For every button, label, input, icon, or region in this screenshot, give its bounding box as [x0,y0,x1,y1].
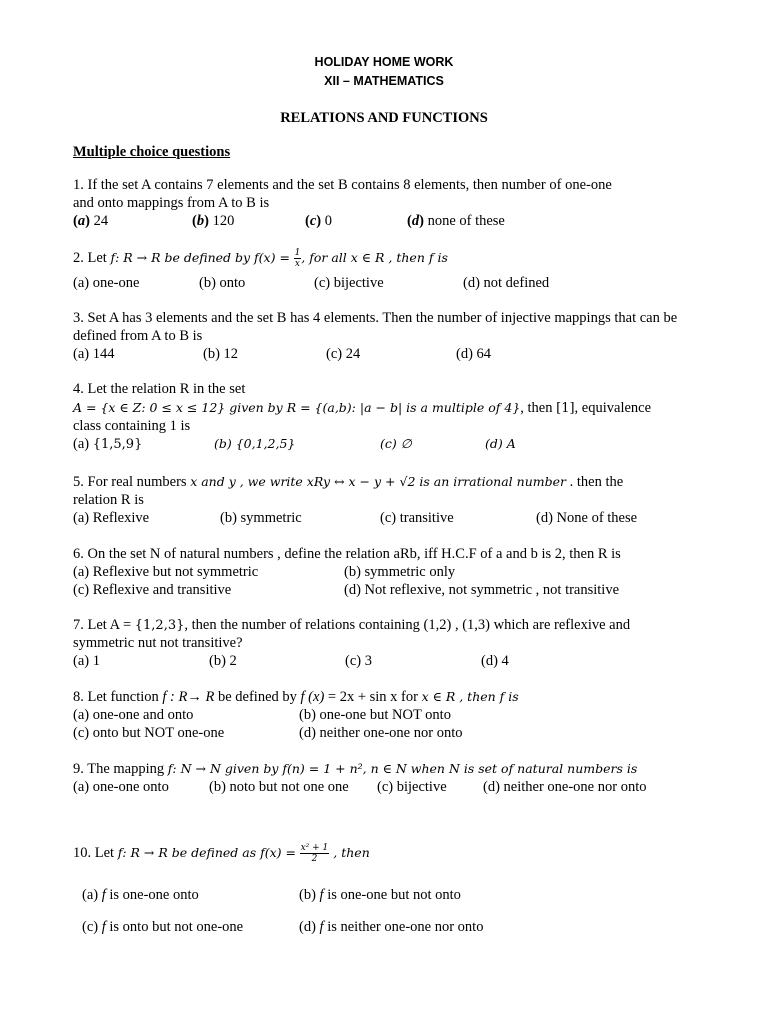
question-5-text: 5. For real numbers x and y , we write xRy ↔ x − y + √2 is an irrational number . then the [73,474,624,490]
question-4-option-a: (a) {1,5,9} [73,436,143,452]
question-3-option-b: (b) 12 [203,346,239,362]
question-3-text: 3. Set A has 3 elements and the set B has 4 elements. Then the number of injective mappings that can be [73,310,678,326]
worksheet-subject: XII – MATHEMATICS [324,74,444,88]
question-9-option-a: (a) one-one onto [73,779,169,795]
question-4-text-cont: A = {x ∈ Z: 0 ≤ x ≤ 12} given by R = {(a,b): |a − b| is a multiple of 4}, then [1], equivalence [73,400,652,416]
worksheet-title: HOLIDAY HOME WORK [314,55,454,69]
question-4-option-d: (d) A [485,436,516,451]
question-3-option-c: (c) 24 [326,346,361,362]
question-5-option-a: (a) Reflexive [73,510,150,526]
question-5-text-cont: relation R is [73,492,144,508]
question-8-option-c: (c) onto but NOT one-one [73,725,225,741]
question-10-option-b: (b) f is one-one but not onto [299,887,461,903]
question-7-text-cont: symmetric nut not transitive? [73,635,243,651]
fraction: $\frac{1}{x}$ [294,248,301,269]
fraction: $\frac{\text{x² + 1}}{2}$ [300,843,329,864]
question-2-option-a: (a) one-one [73,275,140,291]
question-1-text-cont: and onto mappings from A to B is [73,195,270,211]
question-3-option-a: (a) 144 [73,346,115,362]
question-10-option-c: (c) f is onto but not one-one [82,919,244,935]
question-7-text: 7. Let A = {1,2,3}, then the number of relations containing (1,2) , (1,3) which are reflexive and [73,617,631,633]
question-10-option-d: (d) f is neither one-one nor onto [299,919,484,935]
question-6-option-b: (b) symmetric only [344,564,456,580]
question-3-option-d: (d) 64 [456,346,492,362]
question-10-option-a: (a) f is one-one onto [82,887,199,903]
question-1-option-d: (d) none of these [407,213,505,229]
question-1-option-c: (c) 0 [305,213,332,229]
question-4-option-c: (c) ∅ [380,436,412,451]
question-5-option-b: (b) symmetric [220,510,302,526]
question-6-text: 6. On the set N of natural numbers , define the relation aRb, iff H.C.F of a and b is 2, then R is [73,546,621,562]
question-8-text: 8. Let function f : R→ R be defined by f (x) = 2x + sin x for x ∈ R , then f is [73,689,519,705]
question-6-option-a: (a) Reflexive but not symmetric [73,564,259,580]
question-5-option-d: (d) None of these [536,510,638,526]
question-6-option-d: (d) Not reflexive, not symmetric , not transitive [344,582,620,598]
question-9-option-d: (d) neither one-one nor onto [483,779,647,795]
question-8-option-b: (b) one-one but NOT onto [299,707,451,723]
question-1-option-b: (b) 120 [192,213,235,229]
question-1-option-a: (a) 24 [73,213,109,229]
question-1-text: 1. If the set A contains 7 elements and the set B contains 8 elements, then number of one-one [73,177,612,193]
question-9-text: 9. The mapping f: N → N given by f(n) = 1 + n², n ∈ N when N is set of natural numbers is [73,761,638,777]
question-2-option-c: (c) bijective [314,275,384,291]
question-8-option-d: (d) neither one-one nor onto [299,725,463,741]
chapter-title: RELATIONS AND FUNCTIONS [280,110,488,126]
question-9-option-c: (c) bijective [377,779,447,795]
question-8-option-a: (a) one-one and onto [73,707,194,723]
question-4-text: 4. Let the relation R in the set [73,381,246,397]
question-7-option-c: (c) 3 [345,653,372,669]
question-7-option-d: (d) 4 [481,653,509,669]
question-4-text-cont2: class containing 1 is [73,418,191,434]
question-3-text-cont: defined from A to B is [73,328,203,344]
question-7-option-b: (b) 2 [209,653,237,669]
question-5-option-c: (c) transitive [380,510,454,526]
question-6-option-c: (c) Reflexive and transitive [73,582,232,598]
question-2-option-b: (b) onto [199,275,246,291]
question-4-option-b: (b) {0,1,2,5} [214,436,296,451]
question-7-option-a: (a) 1 [73,653,100,669]
question-10-text: 10. Let f: R → R be defined as f(x) = $\frac{\text{x² + 1}}{2}$ , then [73,843,370,864]
question-9-option-b: (b) noto but not one one [209,779,349,795]
section-heading: Multiple choice questions [73,144,231,160]
question-2-option-d: (d) not defined [463,275,550,291]
question-2-text: 2. Let f: R → R be defined by f(x) = $\frac{1}{x}$ , for all x ∈ R , then f is [73,248,448,269]
